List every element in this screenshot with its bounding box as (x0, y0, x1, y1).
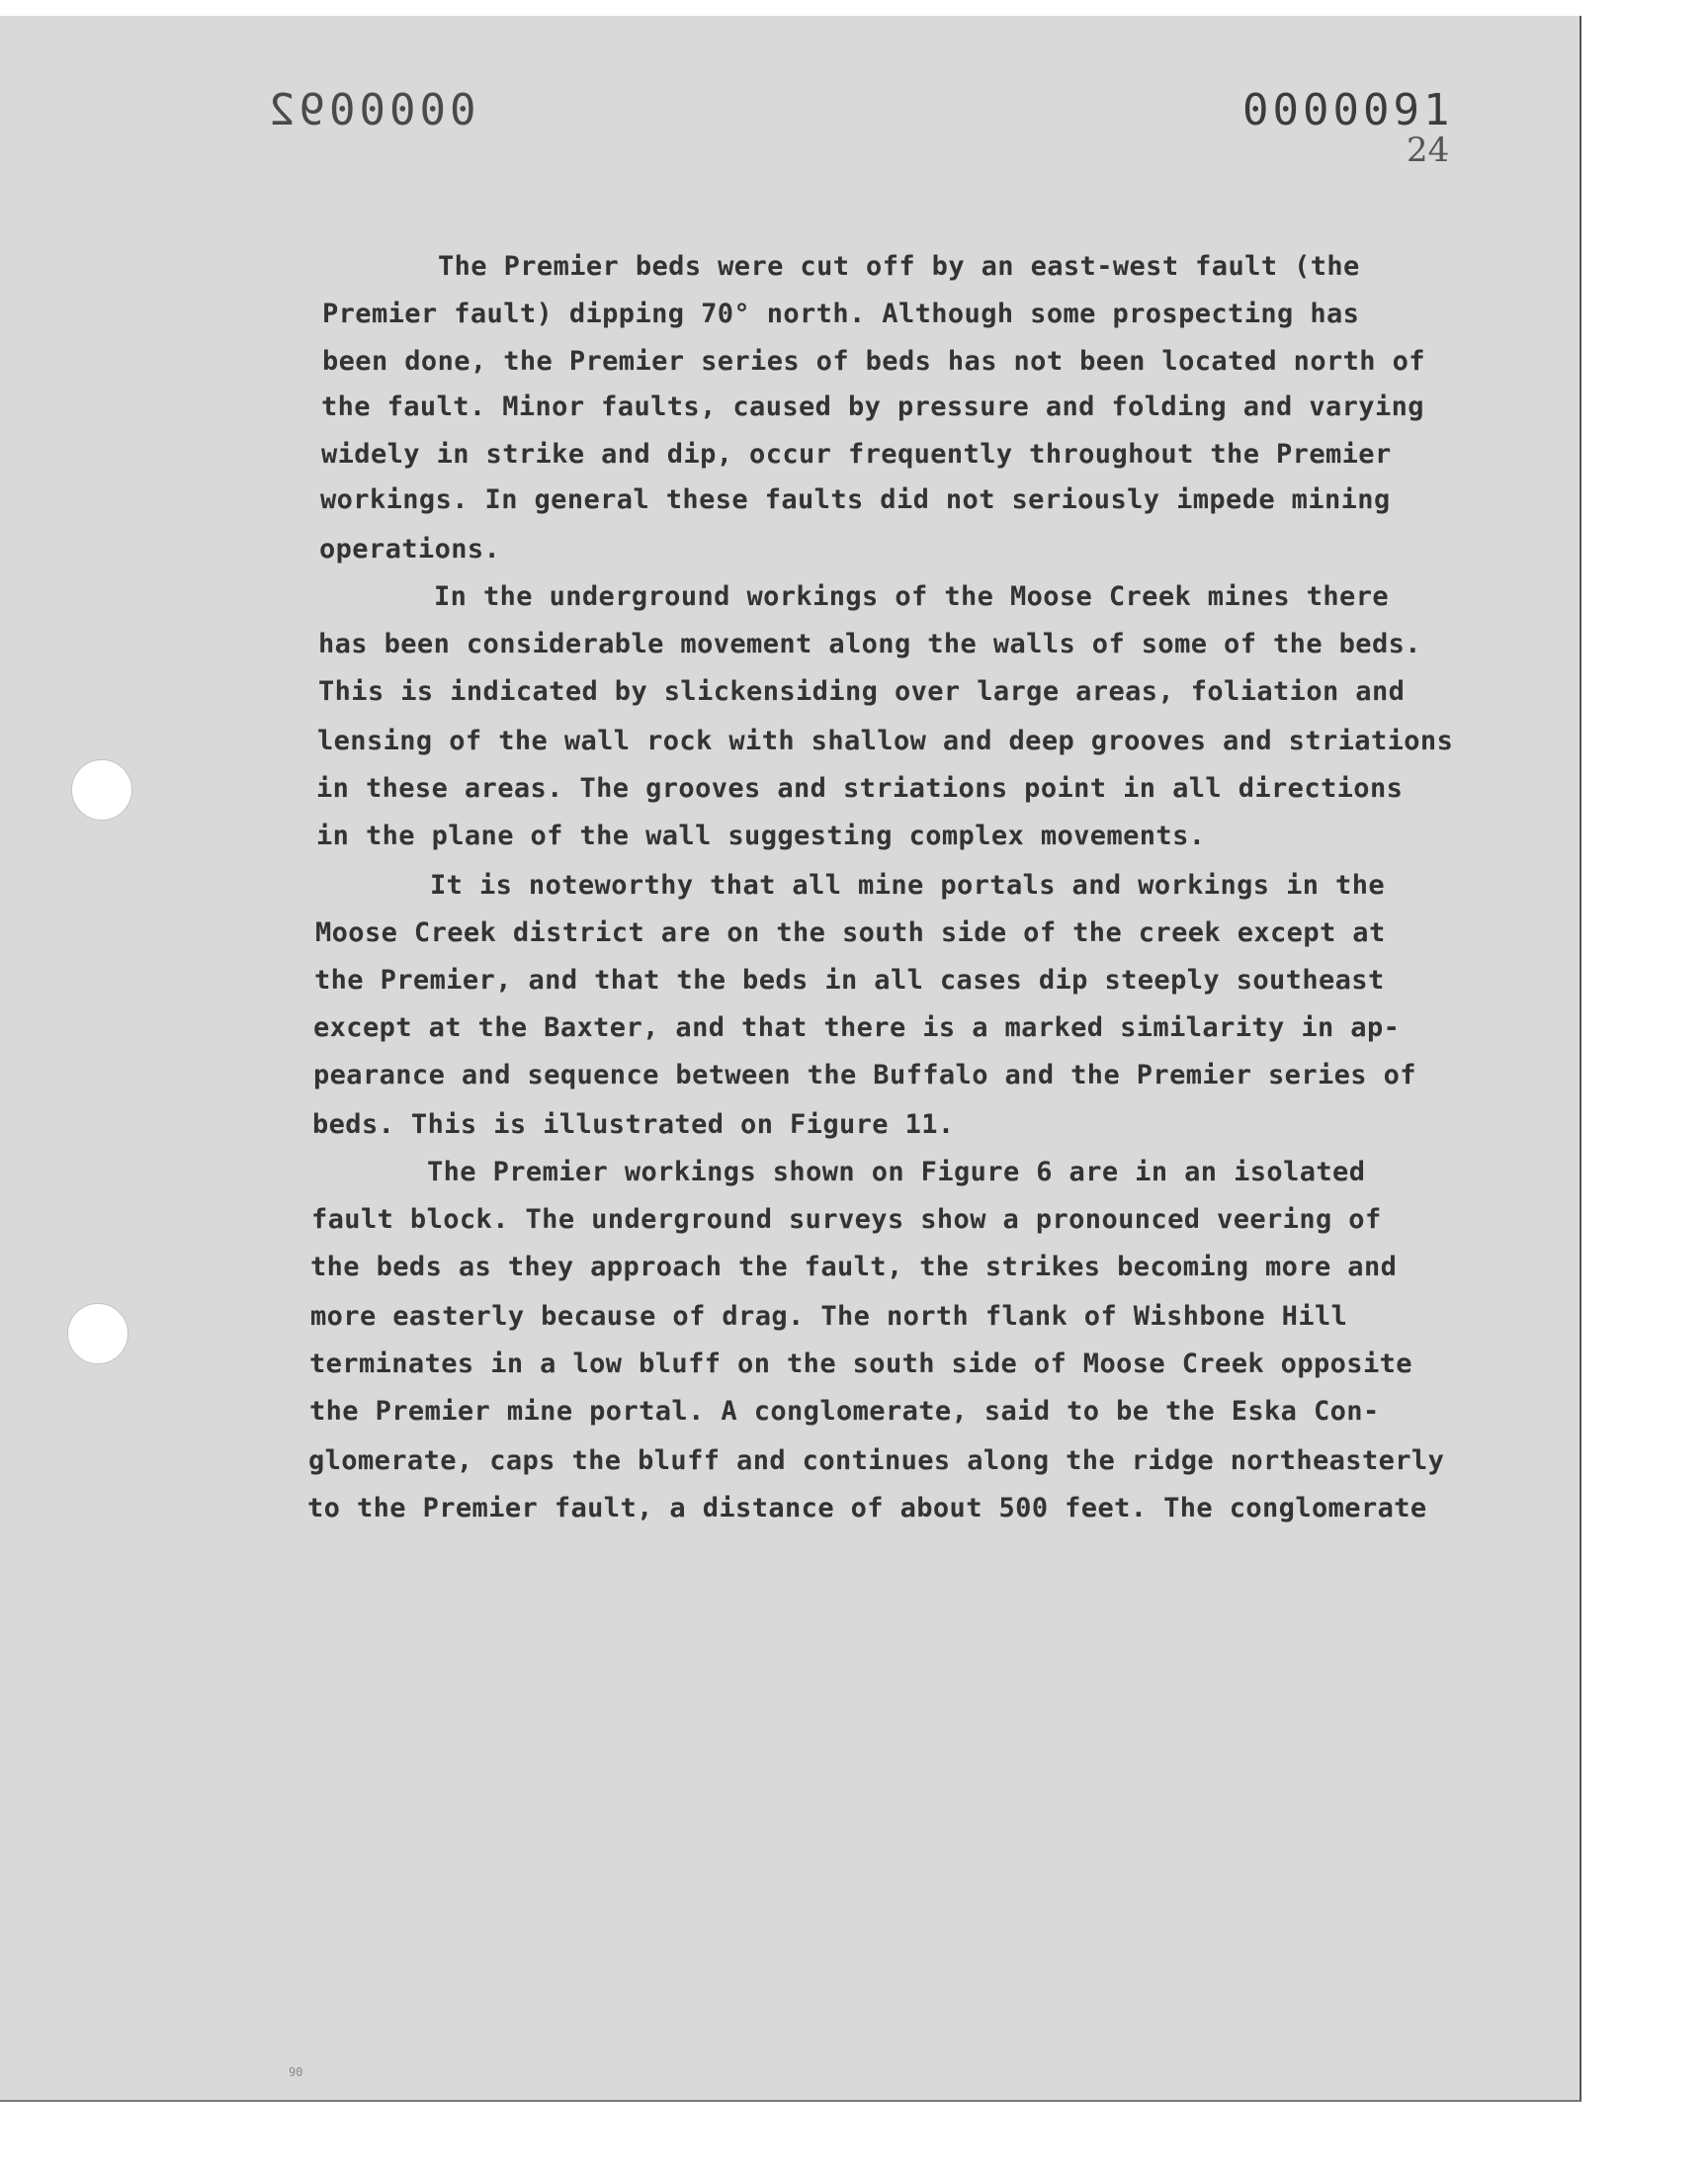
text-line: In the underground workings of the Moose Creek mines there (434, 581, 1390, 612)
text-line: Premier fault) dipping 70° north. Although some prospecting has (322, 299, 1360, 329)
text-line: more easterly because of drag. The north flank of Wishbone Hill (310, 1301, 1348, 1332)
punch-hole (71, 759, 132, 821)
bleed-through-page-number: 0000092 (265, 85, 476, 135)
text-line: in the plane of the wall suggesting complex movements. (316, 821, 1206, 851)
text-line: the Premier mine portal. A conglomerate, said to be the Eska Con- (309, 1396, 1380, 1427)
text-line: glomerate, caps the bluff and continues along the ridge northeasterly (308, 1445, 1445, 1476)
text-line: in these areas. The grooves and striations point in all directions (316, 773, 1404, 804)
text-line: workings. In general these faults did not seriously impede mining (320, 484, 1391, 515)
text-line: operations. (319, 534, 501, 565)
punch-hole (67, 1303, 128, 1364)
text-line: It is noteworthy that all mine portals and workings in the (430, 870, 1386, 901)
text-line: been done, the Premier series of beds has not been located north of (322, 346, 1425, 377)
text-line: the fault. Minor faults, caused by pressure and folding and varying (321, 392, 1424, 422)
text-line: The Premier workings shown on Figure 6 are in an isolated (427, 1157, 1366, 1187)
text-line: has been considerable movement along the walls of some of the beds. (318, 629, 1421, 659)
handwritten-page-number: 24 (1407, 130, 1450, 170)
text-line: lensing of the wall rock with shallow and deep grooves and striations (317, 726, 1454, 756)
text-line: fault block. The underground surveys show a pronounced veering of (311, 1204, 1382, 1235)
page-number: 0000091 (1242, 85, 1454, 135)
text-line: the Premier, and that the beds in all cases dip steeply southeast (314, 965, 1385, 996)
footer-mark: 90 (289, 2065, 303, 2079)
text-line: the beds as they approach the fault, the strikes becoming more and (310, 1252, 1398, 1282)
text-line: except at the Baxter, and that there is a marked similarity in ap- (313, 1012, 1401, 1043)
text-line: The Premier beds were cut off by an east-west fault (the (438, 251, 1360, 282)
text-line: beds. This is illustrated on Figure 11. (312, 1109, 955, 1140)
document-page (0, 16, 1581, 2102)
text-line: This is indicated by slickensiding over large areas, foliation and (318, 676, 1406, 707)
text-line: terminates in a low bluff on the south side of Moose Creek opposite (309, 1348, 1412, 1379)
text-line: to the Premier fault, a distance of about 500 feet. The conglomerate (307, 1493, 1427, 1523)
text-line: Moose Creek district are on the south side of the creek except at (315, 917, 1386, 948)
text-line: pearance and sequence between the Buffalo and the Premier series of (313, 1060, 1416, 1090)
text-line: widely in strike and dip, occur frequently throughout the Premier (321, 439, 1392, 470)
